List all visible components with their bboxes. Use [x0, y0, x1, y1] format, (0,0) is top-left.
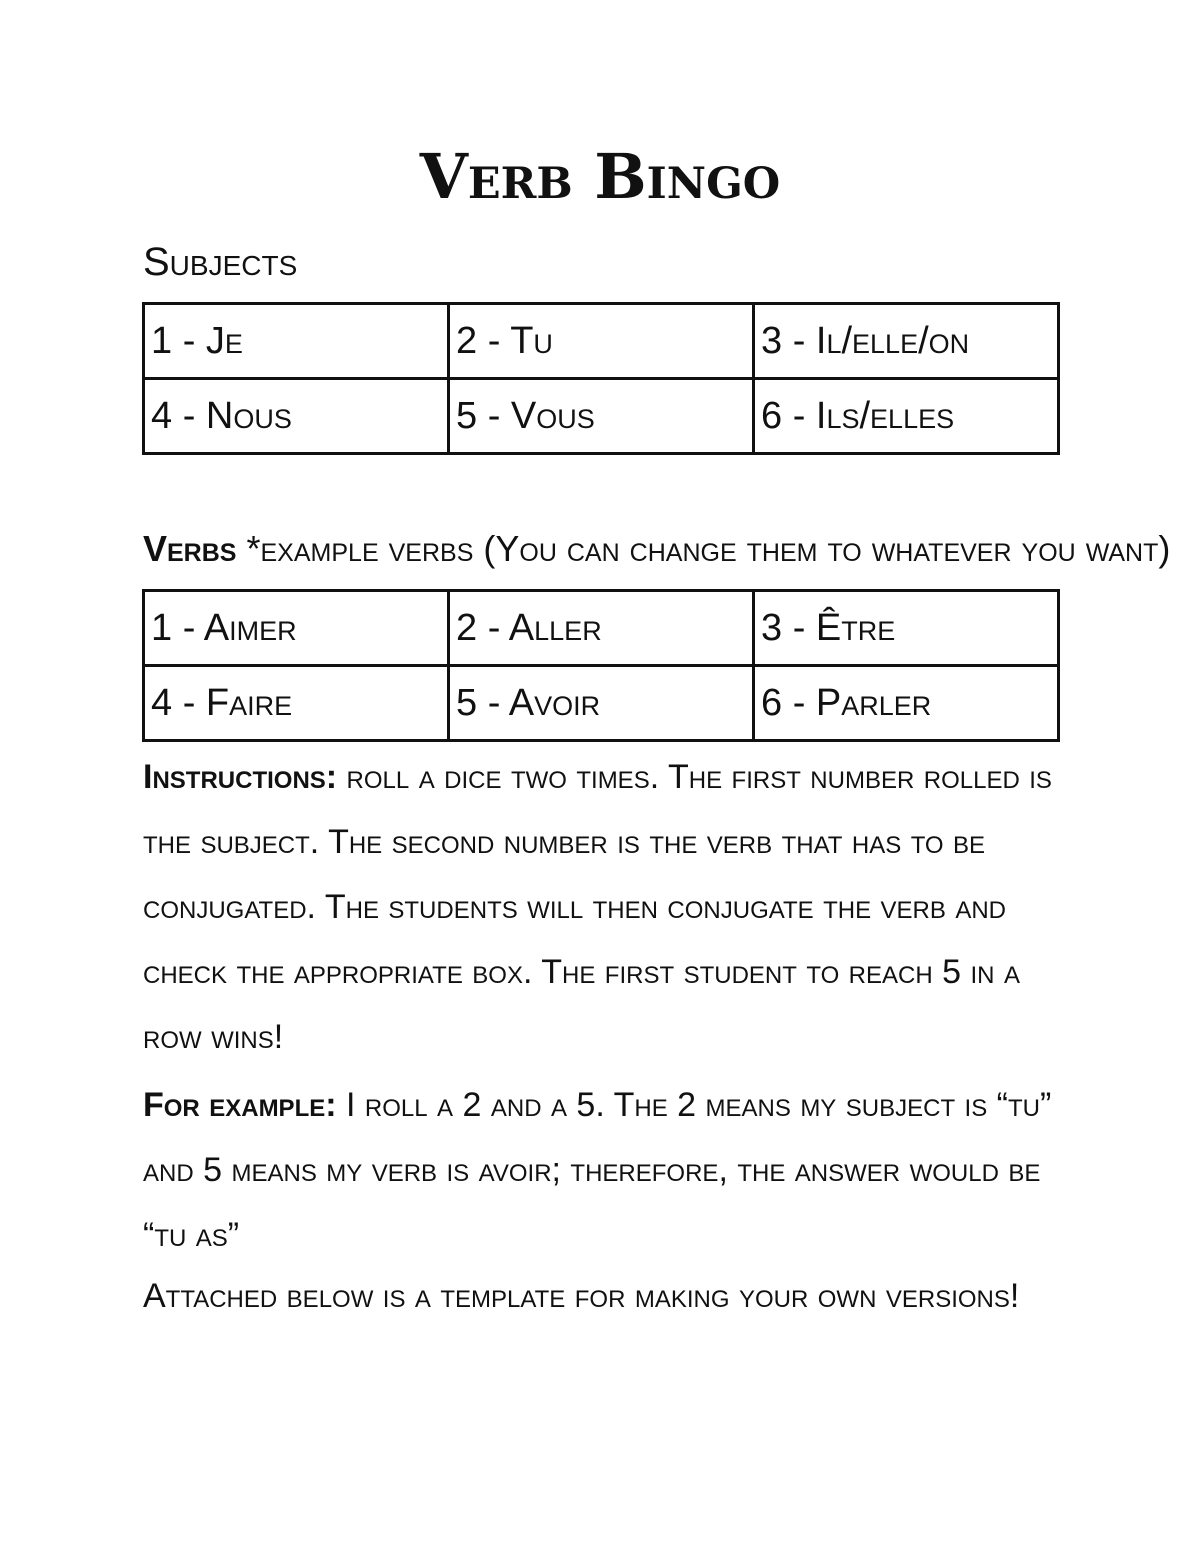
page-title: Verb Bingo	[419, 140, 781, 213]
table-row	[144, 591, 1059, 666]
closing-paragraph: Attached below is a template for making your own versions!	[143, 1277, 1020, 1315]
table-cell: 3 - Être	[754, 591, 1059, 666]
example-paragraph	[143, 1073, 1063, 1268]
verbs-note: *example verbs (You can change them to whatever you want)	[246, 528, 1171, 569]
instructions-paragraph	[143, 745, 1063, 1070]
example-lead: For example:	[143, 1086, 337, 1124]
verbs-heading	[143, 528, 1170, 570]
table-cell: 2 - Aller	[449, 591, 754, 666]
subjects-heading-text: Subjects	[143, 240, 298, 284]
verbs-heading-text: Verbs	[143, 528, 237, 569]
table-cell: 3 - Il/elle/on	[754, 304, 1059, 379]
table-row	[144, 666, 1059, 741]
table-cell: 5 - Vous	[449, 379, 754, 454]
instructions-lead: Instructions:	[143, 758, 338, 796]
table-cell: 1 - Je	[144, 304, 449, 379]
table-cell: 4 - Nous	[144, 379, 449, 454]
table-cell: 1 - Aimer	[144, 591, 449, 666]
table-cell: 6 - Ils/elles	[754, 379, 1059, 454]
table-cell: 2 - Tu	[449, 304, 754, 379]
subjects-table	[142, 302, 1060, 455]
table-row	[144, 304, 1059, 379]
subjects-heading	[143, 240, 297, 285]
table-row	[144, 379, 1059, 454]
verbs-table	[142, 589, 1060, 742]
table-cell: 4 - Faire	[144, 666, 449, 741]
instructions-text: roll a dice two times. The first number rolled is the subject. The second number is the verb that has to be conjugated. The students will then conjugate the verb and check the appropriate box. The first student to reach 5 in a row wins!	[143, 758, 1052, 1056]
example-text: I roll a 2 and a 5. The 2 means my subject is “tu” and 5 means my verb is avoir; therefore, the answer would be “tu as”	[143, 1086, 1052, 1254]
table-cell: 5 - Avoir	[449, 666, 754, 741]
table-cell: 6 - Parler	[754, 666, 1059, 741]
